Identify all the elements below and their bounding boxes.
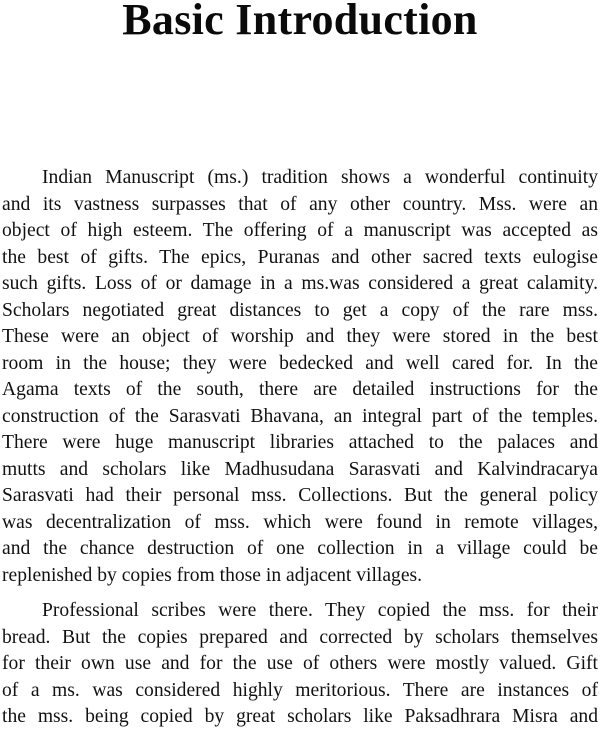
text-line: There were huge manuscript libraries attached to the palaces and [2,432,598,453]
text-line: and the chance destruction of one collection in a village could be [2,538,598,559]
text-line: Professional scribes were there. They copied the mss. for their [42,600,598,621]
text-line: Sarasvati had their personal mss. Collections. But the general policy [2,485,598,506]
text-line: Indian Manuscript (ms.) tradition shows a wonderful continuity [42,167,598,188]
text-line: was decentralization of mss. which were found in remote villages, [2,511,598,533]
text-line: the mss. being copied by great scholars like Paksadhrara Misra and [2,706,598,727]
text-line: These were an object of worship and they were stored in the best [2,326,598,347]
page-title: Basic Introduction [122,0,478,44]
text-line: and its vastness surpasses that of any other country. Mss. were an [2,193,598,215]
text-line: for their own use and for the use of others were mostly valued. Gift [2,653,598,674]
text-line: object of high esteem. The offering of a manuscript was accepted as [2,220,598,241]
text-line: Scholars negotiated great distances to get a copy of the rare mss. [2,299,598,321]
paragraph-1 [2,165,598,589]
text-line: of a ms. was considered highly meritorious. There are instances of [2,679,598,701]
text-line: mutts and scholars like Madhusudana Sarasvati and Kalvindracarya [2,458,598,480]
text-line: room in the house; they were bedecked and well cared for. In the [2,352,598,374]
text-line: construction of the Sarasvati Bhavana, an integral part of the temples. [2,405,598,427]
text-line: bread. But the copies prepared and corrected by scholars themselves [2,626,598,648]
text-line: the best of gifts. The epics, Puranas and other sacred texts eulogise [2,246,598,268]
text-line: replenished by copies from those in adjacent villages. [2,564,423,586]
text-line: such gifts. Loss of or damage in a ms.was considered a great calamity. [2,273,598,294]
text-line: Agama texts of the south, there are detailed instructions for the [2,379,598,400]
paragraph-2 [2,598,598,731]
body-text [2,165,598,731]
